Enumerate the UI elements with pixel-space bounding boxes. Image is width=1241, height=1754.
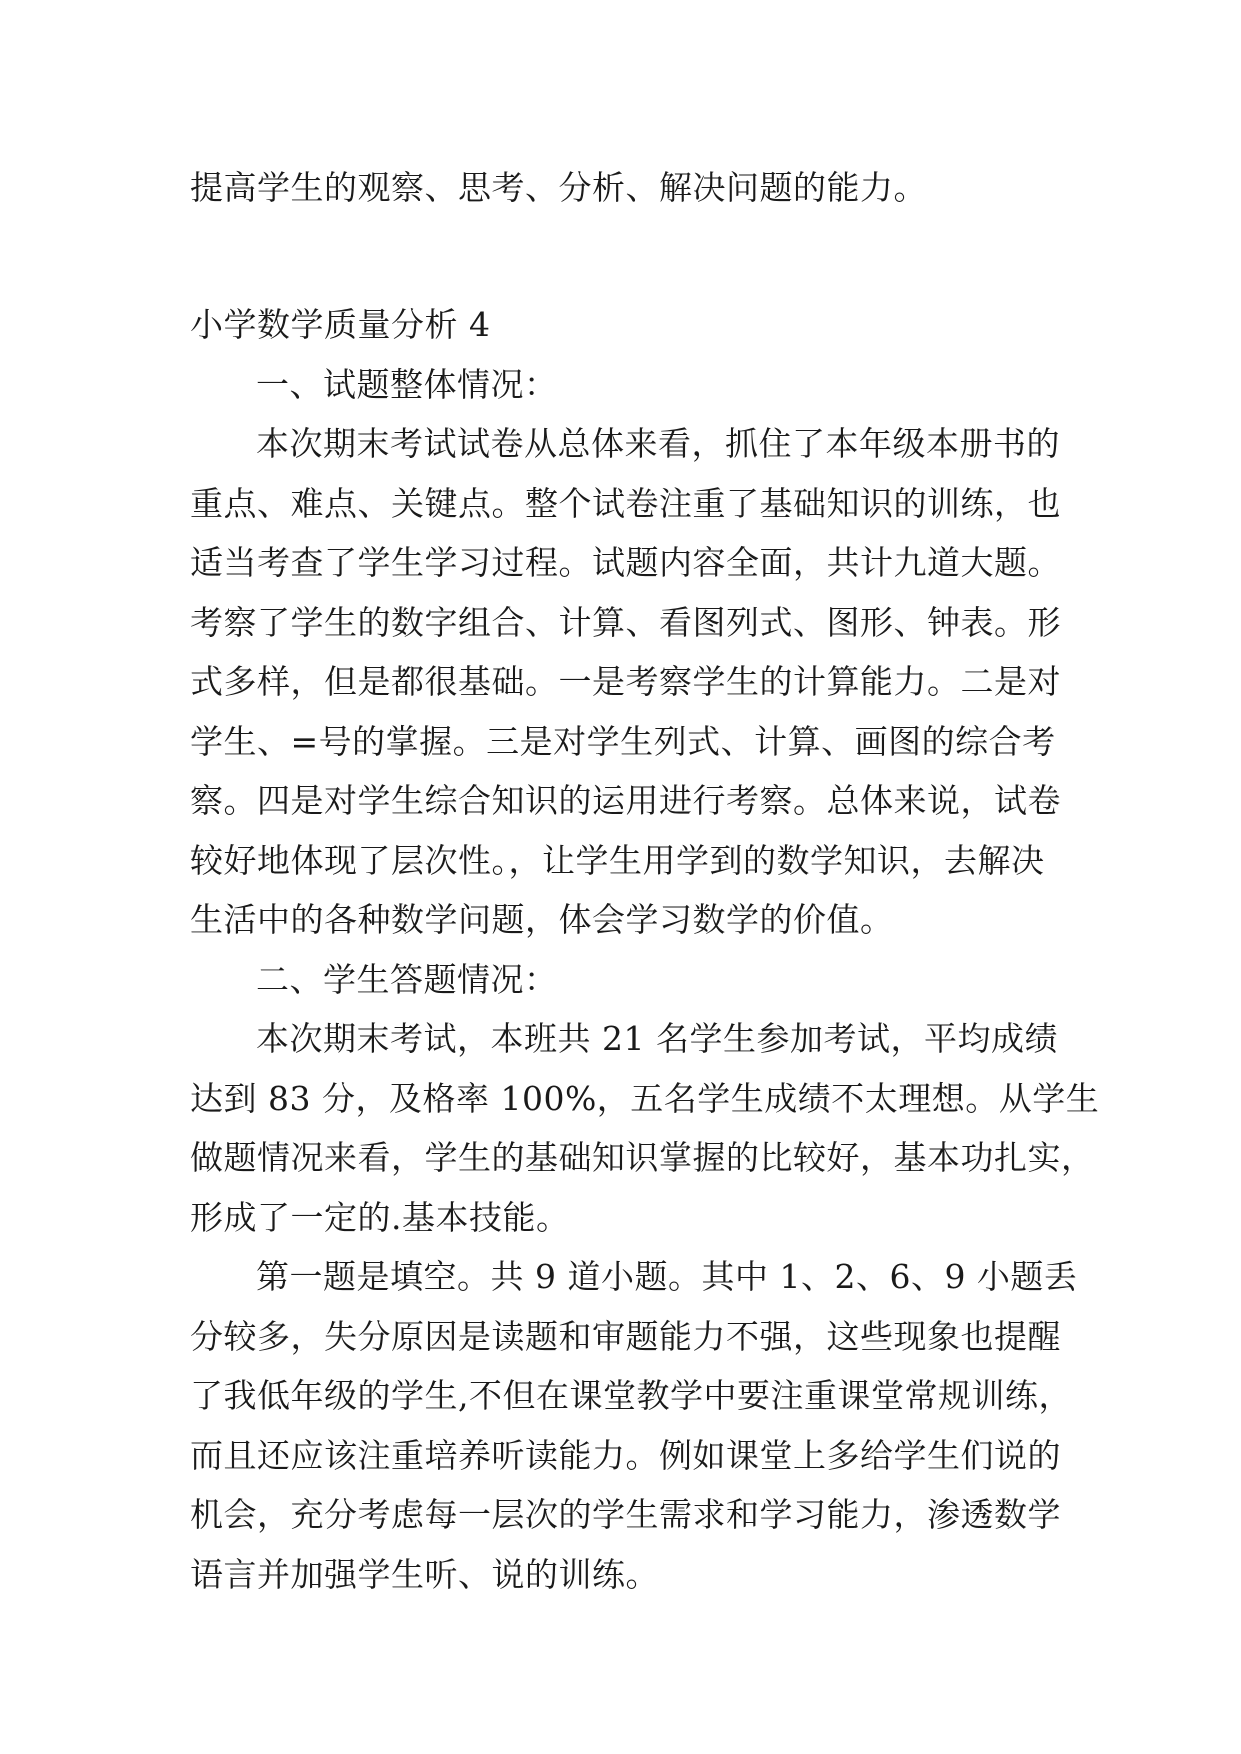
heading-student-answers: 二、学生答题情况： — [256, 959, 558, 999]
paragraph-scores — [190, 1009, 1100, 1247]
paragraph-line: 学生、=号的掌握。三是对学生列式、计算、画图的综合考 — [190, 721, 1056, 761]
paragraph-overall — [190, 414, 1070, 950]
paragraph-first-question — [190, 1247, 1078, 1604]
paragraph-line: 分较多，失分原因是读题和审题能力不强，这些现象也提醒 — [190, 1316, 1061, 1356]
paragraph-line: 式多样，但是都很基础。一是考察学生的计算能力。二是对 — [190, 662, 1061, 701]
paragraph-line: 做题情况来看，学生的基础知识掌握的比较好，基本功扎实， — [190, 1138, 1095, 1177]
paragraph-line: 形成了一定的.基本技能。 — [190, 1197, 570, 1237]
previous-paragraph-tail: 提高学生的观察、思考、分析、解决问题的能力。 — [190, 168, 927, 207]
paragraph-line: 较好地体现了层次性。，让学生用学到的数学知识，去解决 — [190, 840, 1045, 880]
paragraph-line: 本次期末考试试卷从总体来看，抓住了本年级本册书的 — [256, 424, 1060, 463]
paragraph-line: 达到 83 分，及格率 100%，五名学生成绩不太理想。从学生 — [190, 1078, 1100, 1118]
paragraph-line: 了我低年级的学生,不但在课堂教学中要注重课堂常规训练， — [190, 1376, 1072, 1415]
paragraph-line: 而且还应该注重培养听读能力。例如课堂上多给学生们说的 — [190, 1435, 1061, 1475]
paragraph-line: 本次期末考试，本班共 21 名学生参加考试，平均成绩 — [256, 1019, 1058, 1058]
paragraph-line: 适当考查了学生学习过程。试题内容全面，共计九道大题。 — [190, 543, 1061, 582]
paragraph-line: 语言并加强学生听、说的训练。 — [190, 1554, 659, 1594]
section-title: 小学数学质量分析 4 — [190, 305, 491, 344]
paragraph-line: 重点、难点、关键点。整个试卷注重了基础知识的训练，也 — [190, 483, 1061, 523]
heading-overall-situation: 一、试题整体情况： — [256, 364, 558, 404]
paragraph-line: 考察了学生的数字组合、计算、看图列式、图形、钟表。形 — [190, 602, 1061, 642]
paragraph-line: 察。四是对学生综合知识的运用进行考察。总体来说，试卷 — [190, 781, 1061, 820]
document-body — [190, 158, 1100, 1604]
paragraph-line: 机会，充分考虑每一层次的学生需求和学习能力，渗透数学 — [190, 1495, 1061, 1534]
paragraph-line: 生活中的各种数学问题，体会学习数学的价值。 — [190, 900, 894, 939]
paragraph-gap — [190, 218, 1070, 278]
paragraph-line: 第一题是填空。共 9 道小题。其中 1、2、6、9 小题丢 — [256, 1257, 1078, 1296]
